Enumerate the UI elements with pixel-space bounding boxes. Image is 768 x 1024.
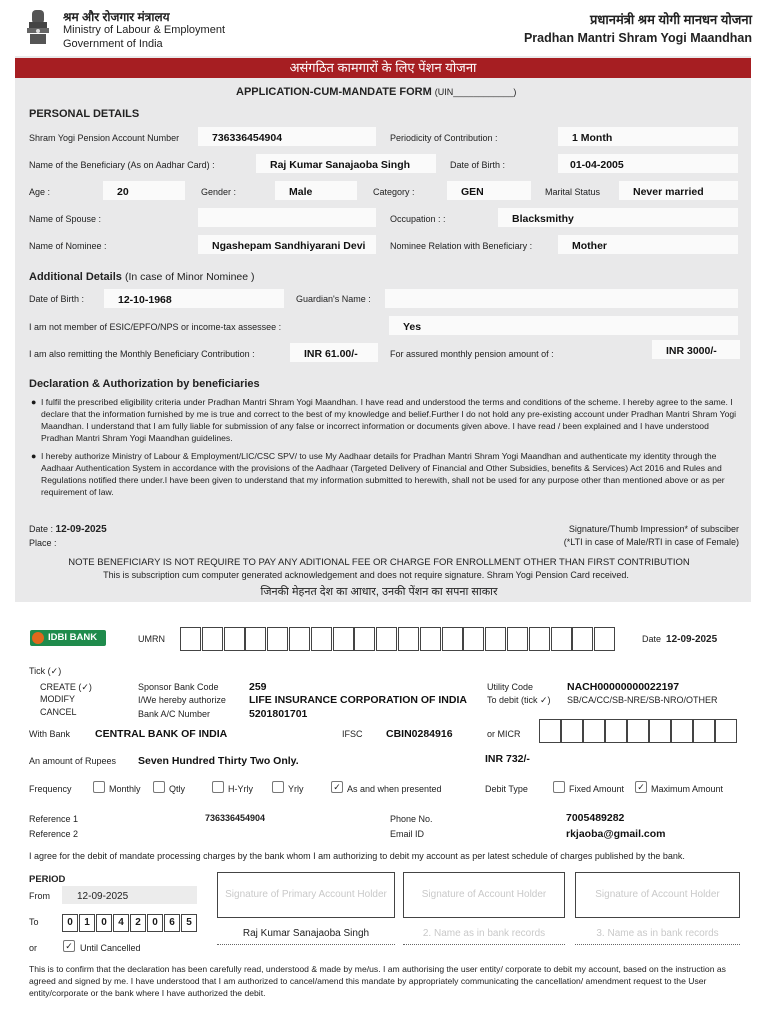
minor-dob-label: Date of Birth : — [29, 294, 85, 304]
to-date-digit[interactable]: 4 — [113, 914, 129, 932]
to-date-digit[interactable]: 0 — [147, 914, 163, 932]
ministry-hindi: श्रम और रोजगार मंत्रालय — [63, 10, 170, 24]
micr-cell[interactable] — [561, 719, 583, 743]
to-date-digit[interactable]: 0 — [62, 914, 78, 932]
umrn-cell[interactable] — [594, 627, 615, 651]
periodicity-label: Periodicity of Contribution : — [390, 133, 498, 143]
to-date-digit[interactable]: 0 — [96, 914, 112, 932]
until-cancelled-checkbox[interactable]: ✓ — [63, 940, 75, 952]
period-label: PERIOD — [29, 874, 66, 885]
micr-cell[interactable] — [627, 719, 649, 743]
umrn-cell[interactable] — [376, 627, 397, 651]
umrn-cell[interactable] — [354, 627, 375, 651]
esic-value: Yes — [403, 321, 422, 333]
ifsc-value: CBIN0284916 — [386, 728, 453, 740]
remit-value: INR 61.00/- — [304, 348, 358, 360]
guardian-field[interactable] — [385, 289, 738, 308]
bank-account-value: 5201801701 — [249, 708, 308, 720]
signature-note: (*LTI in case of Male/RTI in case of Female) — [563, 537, 739, 547]
umrn-cell[interactable] — [485, 627, 506, 651]
marital-status-label: Marital Status — [545, 187, 601, 197]
micr-label: or MICR — [487, 729, 521, 739]
fixed-amount-checkbox[interactable] — [553, 781, 565, 793]
micr-cell[interactable] — [671, 719, 693, 743]
idbi-bank-logo — [30, 630, 106, 646]
occupation-label: Occupation : : — [390, 214, 446, 224]
nominee-value: Ngashepam Sandhiyarani Devi — [212, 240, 366, 252]
primary-holder-name: Raj Kumar Sanajaoba Singh — [242, 928, 370, 939]
place-label: Place : — [29, 538, 57, 548]
primary-name-line — [217, 944, 395, 945]
bullet-icon: ● — [31, 451, 37, 461]
modify-option[interactable]: MODIFY — [40, 694, 75, 704]
guardian-label: Guardian's Name : — [296, 294, 371, 304]
amount-words-value: Seven Hundred Thirty Two Only. — [138, 755, 299, 767]
umrn-cell[interactable] — [529, 627, 550, 651]
age-label: Age : — [29, 187, 51, 197]
gender-value: Male — [289, 186, 313, 198]
nominee-relation-value: Mother — [572, 240, 607, 252]
gender-field[interactable] — [275, 181, 357, 200]
umrn-cell[interactable] — [507, 627, 528, 651]
nominee-label: Name of Nominee : — [29, 241, 107, 251]
utility-code-value: NACH00000000022197 — [567, 681, 680, 693]
third-name-line — [575, 944, 740, 945]
micr-cell[interactable] — [693, 719, 715, 743]
to-date-digit[interactable]: 2 — [130, 914, 146, 932]
or-label: or — [29, 943, 38, 953]
with-bank-value: CENTRAL BANK OF INDIA — [95, 728, 228, 740]
spouse-field[interactable] — [198, 208, 376, 227]
gender-label: Gender : — [201, 187, 237, 197]
personal-details-heading: PERSONAL DETAILS — [29, 108, 140, 120]
umrn-cell[interactable] — [398, 627, 419, 651]
with-bank-label: With Bank — [29, 729, 71, 739]
declaration-paragraph-1: I fulfil the prescribed eligibility criteria under Pradhan Mantri Shram Yogi Maandhan. I have read and understood the terms and conditions of the scheme. I hereby agree to the same. I declare that the information furnished by me is true and correct to the best of my knowledge and belief.Further I do not hold any pre-existing account under Pradhan Mantri Shram Yogi Maandhan. I understand that I am fully liable for submission of any false or incorrect information or documents given above. I have read / been explained and I have understood Pradhan Mantri Shram Yogi Maandhan guidelines. — [41, 397, 737, 443]
tick-label: Tick (✓) — [29, 666, 62, 676]
micr-cell[interactable] — [715, 719, 737, 743]
scheme-banner: असंगठित कामगारों के लिए पेंशन योजना — [15, 58, 751, 78]
micr-cell[interactable] — [649, 719, 671, 743]
yrly-checkbox[interactable] — [272, 781, 284, 793]
age-value: 20 — [117, 186, 129, 198]
tertiary-signature-box[interactable]: Signature of Account Holder — [575, 872, 740, 918]
scheme-english: Pradhan Mantri Shram Yogi Maandhan — [523, 31, 752, 45]
declaration-paragraph-2: I hereby authorize Ministry of Labour & Employment/LIC/CSC SPV/ to use My Aadhaar details for Pradhan Mantri Shram Yogi Maandhan and authenticate my identity through the Aadhaar Authentication System in accordance with the provisions of the Aadhaar (Targeted Delivery of Financial and Other Subsidies, benefits & Services) Act 2016 and Rules and Regulations notified there under.I have been given to understand that my information submitted to herewith, shall not be used for any purpose other than mentioned above or as per requirement of law. — [41, 451, 725, 497]
create-option[interactable]: CREATE (✓) — [40, 682, 92, 692]
yrly-label: Yrly — [288, 784, 304, 794]
emblem-icon — [24, 8, 52, 48]
frequency-label: Frequency — [29, 784, 72, 794]
umrn-cell[interactable] — [420, 627, 441, 651]
reference-1-value: 736336454904 — [205, 813, 266, 823]
periodicity-value: 1 Month — [572, 132, 613, 144]
as-when-presented-checkbox[interactable]: ✓ — [331, 781, 343, 793]
micr-cell[interactable] — [583, 719, 605, 743]
primary-signature-box[interactable]: Signature of Primary Account Holder — [217, 872, 395, 918]
umrn-cell[interactable] — [572, 627, 593, 651]
from-date-value: 12-09-2025 — [77, 891, 129, 902]
umrn-cell[interactable] — [463, 627, 484, 651]
umrn-cell[interactable] — [202, 627, 223, 651]
utility-code-label: Utility Code — [487, 682, 534, 692]
from-label: From — [29, 891, 50, 901]
slogan: जिनकी मेहनत देश का आधार, उनकी पेंशन का सपना साकार — [260, 586, 498, 598]
to-date-digit[interactable]: 6 — [164, 914, 180, 932]
confirmation-paragraph: This is to confirm that the declaration has been carefully read, understood & made by me/us. I am authorising the user entity/ corporate to debit my account, based on the instruction as agreed and signed by me. I have understood that I am authorized to cancel/amend this mandate by appropriately communicating the cancellation/ amendment request to the User entity/corporate or the bank where I have authorized the debit. — [29, 964, 726, 998]
monthly-label: Monthly — [109, 784, 141, 794]
fixed-amount-label: Fixed Amount — [569, 784, 625, 794]
account-number-value: 736336454904 — [212, 132, 283, 144]
umrn-cell[interactable] — [289, 627, 310, 651]
idbi-logo-mark-icon — [32, 632, 44, 644]
acknowledgement-note: This is subscription cum computer generated acknowledgement and does not require signature. Shram Yogi Pension Card received. — [103, 570, 629, 580]
debit-account-types[interactable]: SB/CA/CC/SB-NRE/SB-NRO/OTHER — [567, 695, 718, 705]
reference-1-label: Reference 1 — [29, 814, 79, 824]
phone-value: 7005489282 — [566, 812, 625, 824]
cancel-option[interactable]: CANCEL — [40, 707, 77, 717]
signature-label: Signature/Thumb Impression* of subsciber — [568, 524, 739, 534]
authorize-value: LIFE INSURANCE CORPORATION OF INDIA — [249, 694, 467, 706]
spouse-label: Name of Spouse : — [29, 214, 102, 224]
marital-status-value: Never married — [633, 186, 704, 198]
maximum-amount-label: Maximum Amount — [651, 784, 724, 794]
declaration-heading: Declaration & Authorization by beneficiaries — [29, 378, 260, 390]
as-when-presented-label: As and when presented — [347, 784, 442, 794]
second-holder-name: 2. Name as in bank records — [422, 928, 546, 939]
to-date-digit[interactable]: 5 — [181, 914, 197, 932]
amount-words-label: An amount of Rupees — [29, 756, 117, 766]
phone-label: Phone No. — [390, 814, 433, 824]
umrn-cell[interactable] — [224, 627, 245, 651]
qtly-label: Qtly — [169, 784, 186, 794]
umrn-cell[interactable] — [442, 627, 463, 651]
beneficiary-name-value: Raj Kumar Sanajaoba Singh — [270, 159, 411, 171]
secondary-signature-box[interactable]: Signature of Account Holder — [403, 872, 565, 918]
assured-pension-value: INR 3000/- — [666, 345, 717, 357]
micr-cell[interactable] — [539, 719, 561, 743]
ifsc-label: IFSC — [342, 729, 363, 739]
category-field[interactable] — [447, 181, 531, 200]
occupation-value: Blacksmithy — [512, 213, 574, 225]
third-holder-name: 3. Name as in bank records — [596, 928, 719, 939]
second-name-line — [403, 944, 565, 945]
amount-value: INR 732/- — [485, 753, 530, 765]
umrn-cell[interactable] — [311, 627, 332, 651]
beneficiary-name-label: Name of the Beneficiary (As on Aadhar Card) : — [29, 160, 215, 170]
dob-label: Date of Birth : — [450, 160, 506, 170]
micr-cell[interactable] — [605, 719, 627, 743]
declaration-date: Date : 12-09-2025 — [29, 524, 107, 535]
age-field[interactable] — [103, 181, 185, 200]
bank-account-label: Bank A/C Number — [138, 709, 211, 719]
category-value: GEN — [461, 186, 484, 198]
debit-tick-label: To debit (tick ✓) — [487, 695, 551, 705]
form-title: APPLICATION-CUM-MANDATE FORM (UIN____________) — [236, 86, 517, 98]
category-label: Category : — [373, 187, 415, 197]
assured-pension-label: For assured monthly pension amount of : — [390, 349, 554, 359]
sponsor-bank-value: 259 — [249, 681, 267, 693]
email-label: Email ID — [390, 829, 425, 839]
to-label: To — [29, 917, 39, 927]
authorize-label: I/We hereby authorize — [138, 695, 226, 705]
umrn-cell[interactable] — [245, 627, 266, 651]
bullet-icon: ● — [31, 397, 37, 407]
esic-label: I am not member of ESIC/EPFO/NPS or income-tax assessee : — [29, 322, 282, 332]
account-number-label: Shram Yogi Pension Account Number — [29, 133, 180, 143]
hyrly-label: H-Yrly — [228, 784, 253, 794]
government-label: Government of India — [63, 38, 163, 50]
esic-field[interactable] — [389, 316, 738, 335]
umrn-cell[interactable] — [333, 627, 354, 651]
umrn-label: UMRN — [138, 634, 165, 644]
maximum-amount-checkbox[interactable]: ✓ — [635, 781, 647, 793]
monthly-checkbox[interactable] — [93, 781, 105, 793]
umrn-cell[interactable] — [551, 627, 572, 651]
until-cancelled-label: Until Cancelled — [80, 943, 141, 953]
sponsor-bank-label: Sponsor Bank Code — [138, 682, 219, 692]
idbi-logo-text: IDBI BANK — [48, 632, 98, 643]
additional-details-heading: Additional Details (In case of Minor Nominee ) — [29, 271, 255, 283]
minor-dob-value: 12-10-1968 — [118, 294, 172, 306]
dob-value: 01-04-2005 — [570, 159, 624, 171]
umrn-cell[interactable] — [180, 627, 201, 651]
debit-charges-agreement: I agree for the debit of mandate processing charges by the bank whom I am authorizing to debit my account as per latest schedule of charges published by the bank. — [29, 851, 685, 861]
umrn-cell[interactable] — [267, 627, 288, 651]
debit-type-label: Debit Type — [485, 784, 528, 794]
remit-label: I am also remitting the Monthly Beneficiary Contribution : — [29, 349, 255, 359]
qtly-checkbox[interactable] — [153, 781, 165, 793]
mandate-date: Date 12-09-2025 — [642, 634, 718, 645]
hyrly-checkbox[interactable] — [212, 781, 224, 793]
ministry-english: Ministry of Labour & Employment — [63, 24, 226, 36]
to-date-digit[interactable]: 1 — [79, 914, 95, 932]
nominee-relation-label: Nominee Relation with Beneficiary : — [390, 241, 533, 251]
scheme-hindi: प्रधानमंत्री श्रम योगी मानधन योजना — [589, 12, 752, 27]
reference-2-label: Reference 2 — [29, 829, 79, 839]
fee-note: NOTE BENEFICIARY IS NOT REQUIRE TO PAY ANY ADITIONAL FEE OR CHARGE FOR ENROLLMENT OTHER THAN FIRST CONTRIBUTION — [68, 557, 690, 568]
email-value: rkjaoba@gmail.com — [566, 828, 666, 840]
